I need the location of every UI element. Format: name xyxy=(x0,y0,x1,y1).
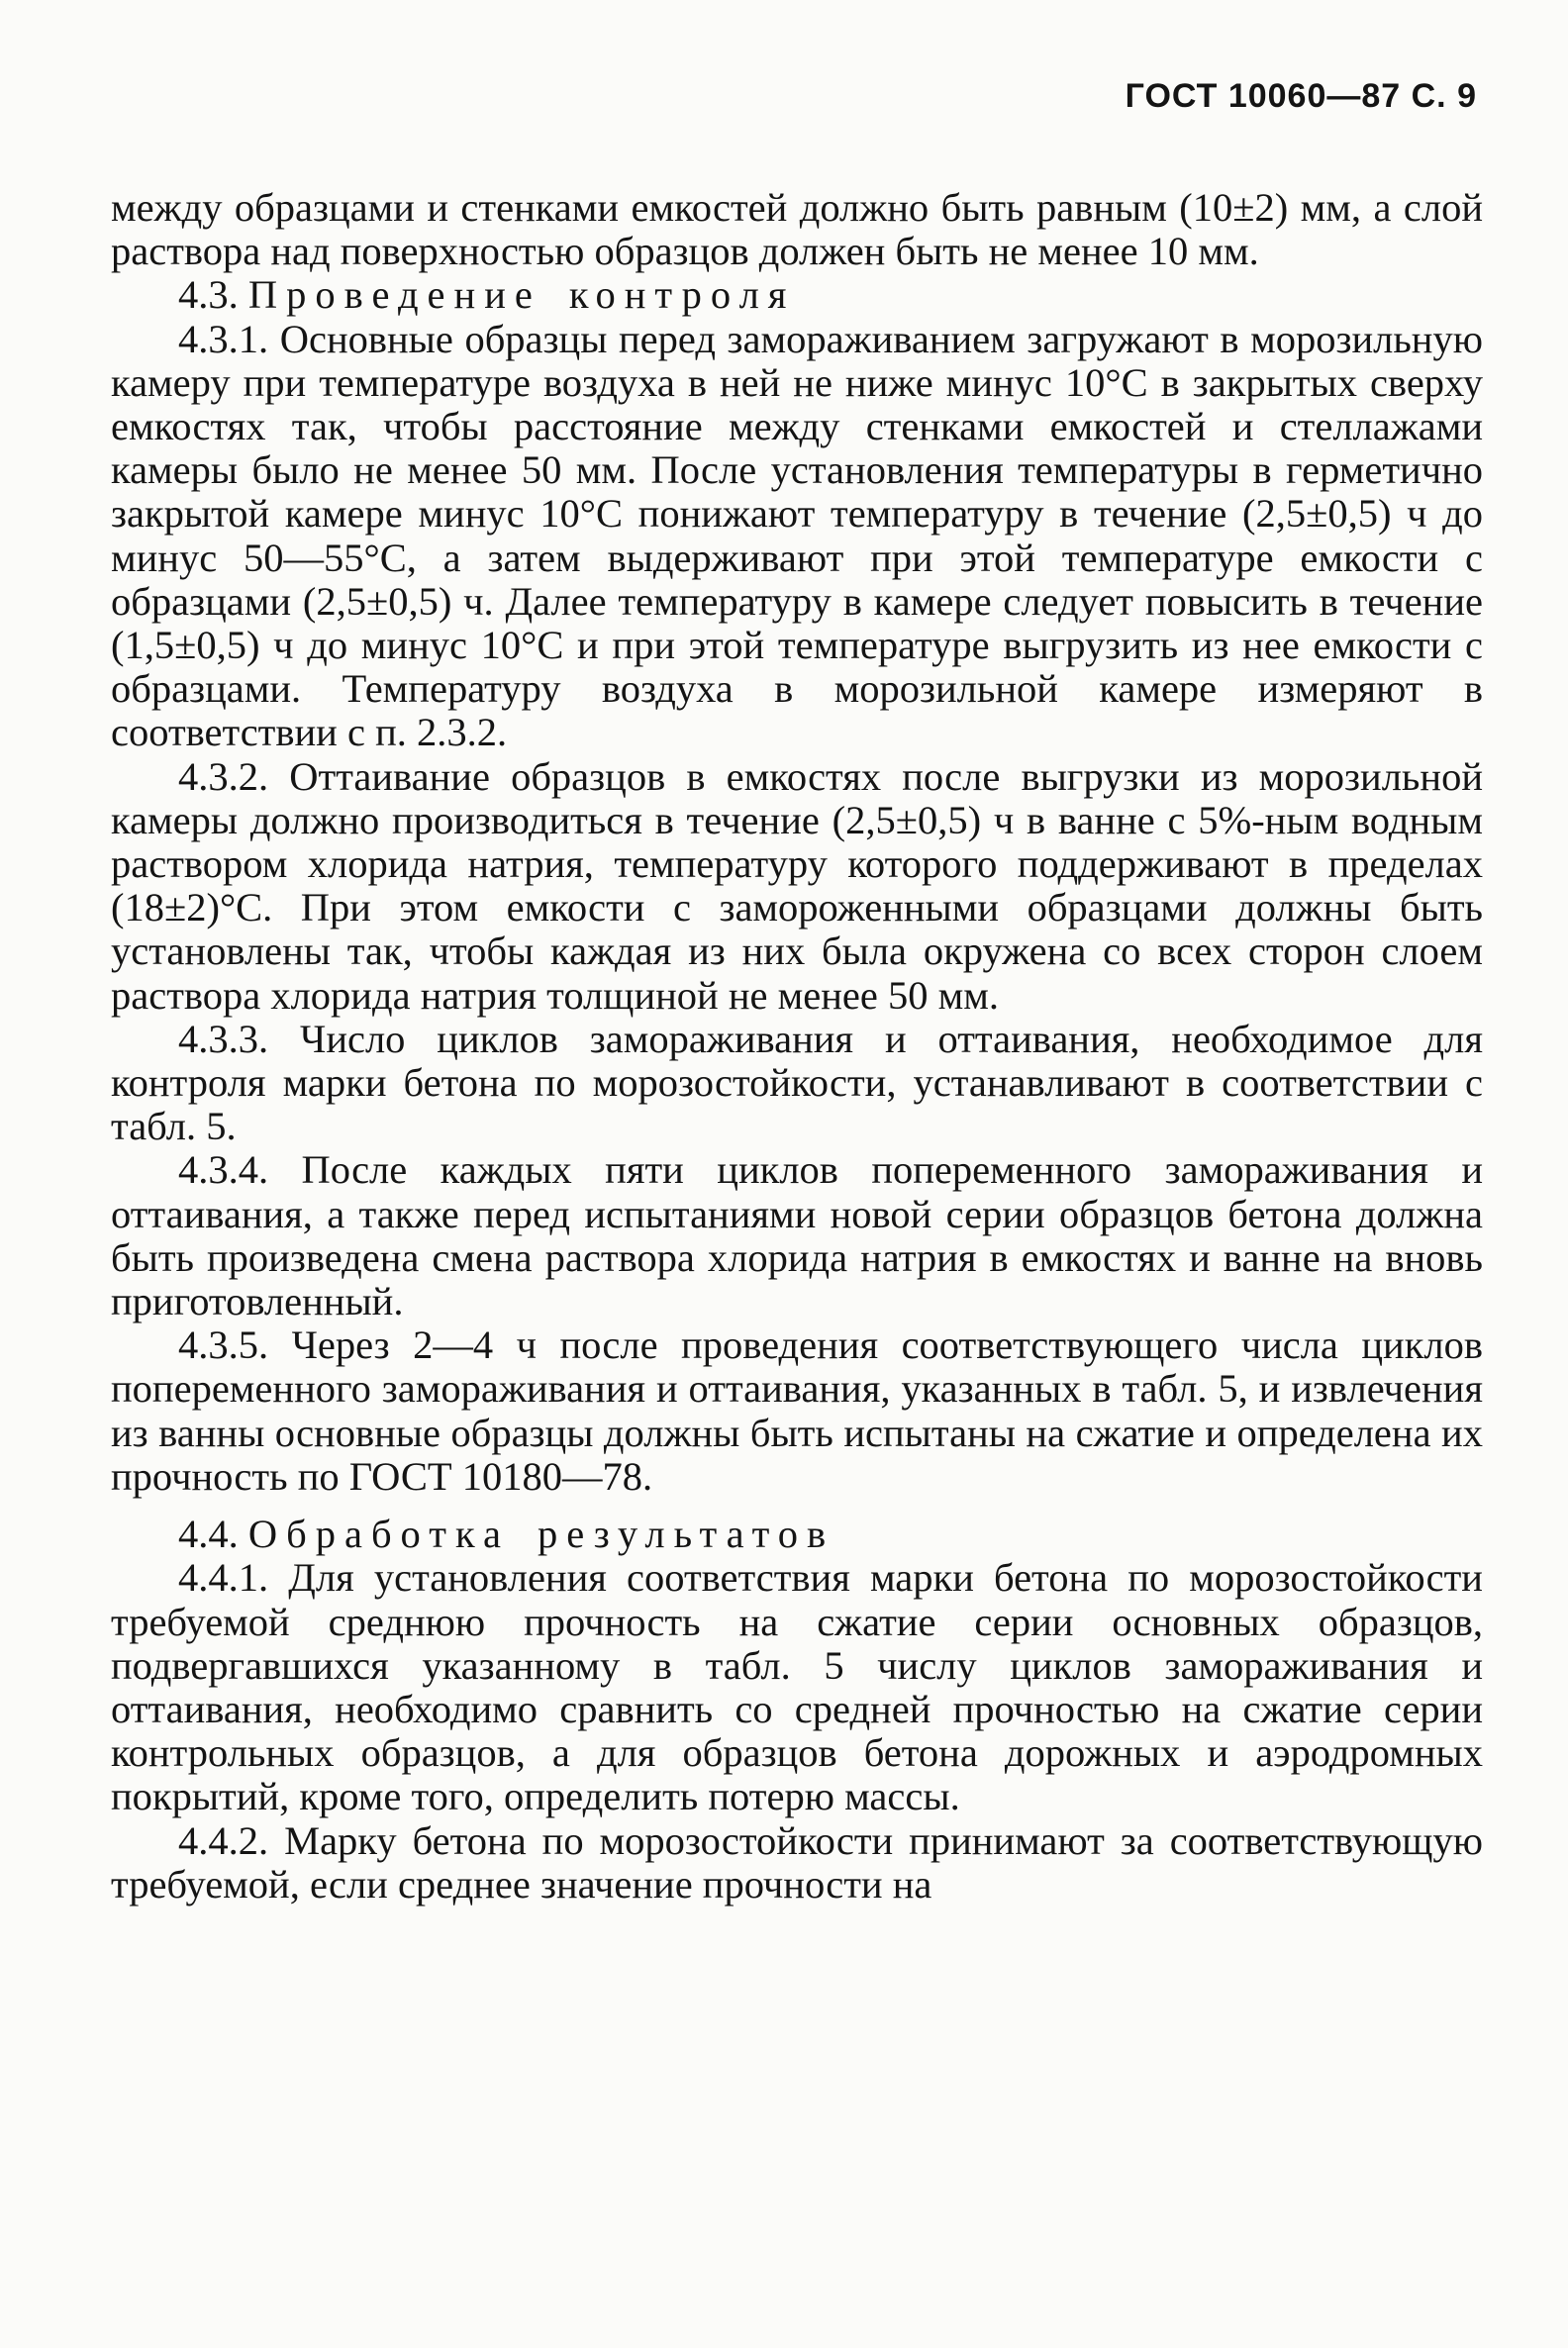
section-title-word: Проведение xyxy=(247,272,541,318)
paragraph-continuation: между образцами и стенками емкостей должно быть равным (10±2) мм, а слой раствора над поверхностью образцов должен быть не менее 10 мм. xyxy=(111,185,1483,274)
paragraph-4-4-2: 4.4.2. Марку бетона по морозостойкости принимают за соответствующую требуемой, если среднее значение прочности на xyxy=(111,1817,1483,1907)
paragraph-4-3-5: 4.3.5. Через 2—4 ч после проведения соответствующего числа циклов попеременного замораживания и оттаивания, указанных в табл. 5, и извлечения из ванны основные образцы должны быть испытаны на сжатие и определена их прочность по ГОСТ 10180—78. xyxy=(111,1322,1483,1499)
section-title-word: контроля xyxy=(568,272,796,318)
section-title-word: результатов xyxy=(538,1512,835,1557)
paragraph-4-3-4: 4.3.4. После каждых пяти циклов попеременного замораживания и оттаивания, а также перед испытаниями новой серии образцов бетона должна быть произведена смена раствора хлорида натрия в емкостях и ванне на вновь приготовленный. xyxy=(111,1147,1483,1324)
section-number: 4.3. xyxy=(178,272,239,318)
paragraph-4-4-1: 4.4.1. Для установления соответствия марки бетона по морозостойкости требуемой среднюю прочность на сжатие серии основных образцов, подвергавшихся указанному в табл. 5 числу циклов замораживания и оттаивания, необходимо сравнить со средней прочностью на сжатие серии контрольных образцов, а для образцов бетона дорожных и аэродромных покрытий, кроме того, определить потерю массы. xyxy=(111,1555,1483,1819)
section-title-word: Обработка xyxy=(247,1512,511,1557)
paragraph-4-3-3: 4.3.3. Число циклов замораживания и оттаивания, необходимое для контроля марки бетона по морозостойкости, устанавливают в соответствии с табл. 5. xyxy=(111,1016,1483,1149)
paragraph-4-3-1: 4.3.1. Основные образцы перед замораживанием загружают в морозильную камеру при температуре воздуха в ней не ниже минус 10°С в закрытых сверху емкостях так, чтобы расстояние между стенками емкостей и стеллажами камеры было не менее 50 мм. После установления температуры в герметично закрытой камере минус 10°С понижают температуру в течение (2,5±0,5) ч до минус 50—55°С, а затем выдерживают при этой температуре емкости с образцами (2,5±0,5) ч. Далее температуру в камере следует повысить в течение (1,5±0,5) ч до минус 10°С и при этой температуре выгрузить из нее емкости с образцами. Температуру воздуха в морозильной камере измеряют в соответствии с п. 2.3.2. xyxy=(111,316,1483,755)
body-text xyxy=(111,186,1483,1907)
paragraph-4-3-2: 4.3.2. Оттаивание образцов в емкостях после выгрузки из морозильной камеры должно производиться в течение (2,5±0,5) ч в ванне с 5%-ным водным раствором хлорида натрия, температуру которого поддерживают в пределах (18±2)°С. При этом емкости с замороженными образцами должны быть установлены так, чтобы каждая из них была окружена со всех сторон слоем раствора хлорида натрия толщиной не менее 50 мм. xyxy=(111,753,1483,1018)
section-heading-4-3 xyxy=(111,273,1483,317)
section-heading-4-4 xyxy=(111,1513,1483,1556)
running-head: ГОСТ 10060—87 С. 9 xyxy=(1125,77,1477,115)
section-number: 4.4. xyxy=(178,1512,239,1557)
